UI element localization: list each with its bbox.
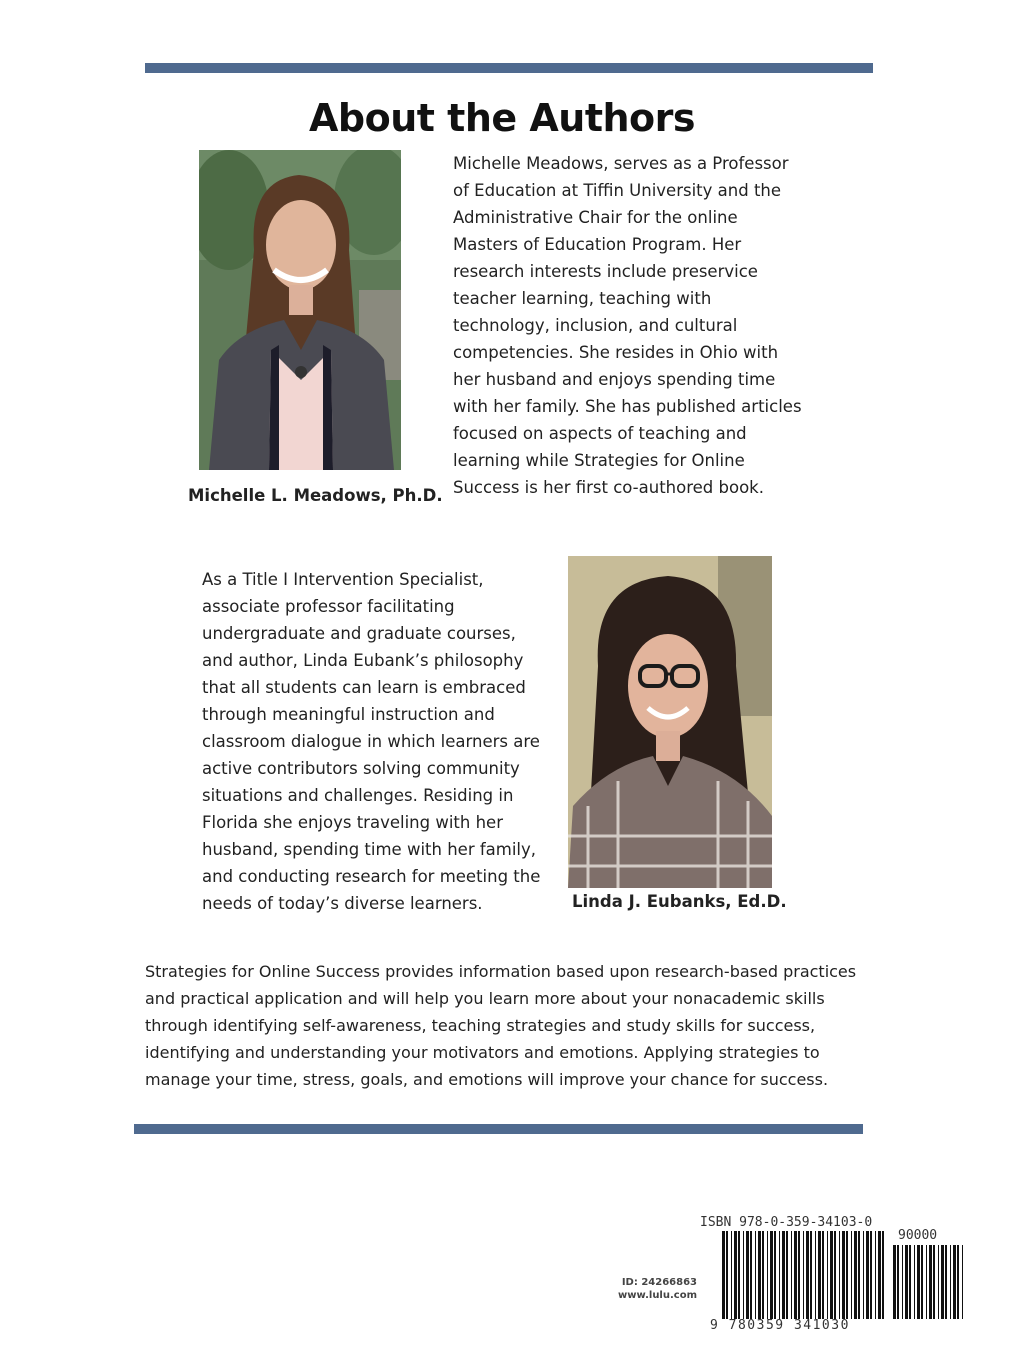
bio-line: Masters of Education Program. Her <box>453 235 742 254</box>
barcode-bar <box>750 1231 752 1319</box>
bio-line: competencies. She resides in Ohio with <box>453 343 779 362</box>
summary-line: through identifying self-awareness, teaching strategies and study skills for success, <box>145 1016 816 1035</box>
barcode-bar <box>938 1245 939 1319</box>
barcode-bar <box>738 1231 740 1319</box>
bio-line: focused on aspects of teaching and <box>453 424 747 443</box>
barcode-bar <box>827 1231 828 1319</box>
barcode-bar <box>815 1231 816 1319</box>
barcode-bar <box>953 1245 956 1319</box>
author-bio-meadows <box>453 150 802 501</box>
barcode-bar <box>863 1231 864 1319</box>
barcode-bar <box>806 1231 809 1319</box>
bio-line: situations and challenges. Residing in <box>202 786 514 805</box>
barcode-bar <box>722 1231 725 1319</box>
barcode-bar <box>962 1245 963 1319</box>
barcode-bar <box>758 1231 761 1319</box>
bio-line: learning while Strategies for Online <box>453 451 745 470</box>
barcode-bar <box>798 1231 800 1319</box>
barcode-bar <box>842 1231 845 1319</box>
barcode-addon <box>893 1245 965 1319</box>
book-summary <box>145 958 856 1093</box>
bio-line: and author, Linda Eubank’s philosophy <box>202 651 524 670</box>
bio-line: needs of today’s diverse learners. <box>202 894 483 913</box>
barcode-bar <box>770 1231 773 1319</box>
barcode-bar <box>902 1245 903 1319</box>
bio-line: undergraduate and graduate courses, <box>202 624 516 643</box>
page-title: About the Authors <box>308 96 696 140</box>
barcode-bar <box>870 1231 872 1319</box>
barcode-bar <box>897 1245 899 1319</box>
bio-line: with her family. She has published articles <box>453 397 802 416</box>
barcode-bar <box>779 1231 780 1319</box>
barcode-bar <box>803 1231 804 1319</box>
summary-line: and practical application and will help you learn more about your nonacademic skills <box>145 989 825 1008</box>
barcode-bar <box>755 1231 756 1319</box>
price-code: 90000 <box>898 1228 938 1243</box>
barcode-bar <box>839 1231 840 1319</box>
barcode-bar <box>957 1245 959 1319</box>
isbn-label: ISBN 978-0-359-34103-0 <box>700 1215 873 1230</box>
barcode-bar <box>926 1245 927 1319</box>
barcode-bar <box>834 1231 836 1319</box>
bio-line: that all students can learn is embraced <box>202 678 526 697</box>
bio-line: associate professor facilitating <box>202 597 455 616</box>
bio-line: research interests include preservice <box>453 262 758 281</box>
barcode-bar <box>746 1231 749 1319</box>
barcode-bar <box>854 1231 857 1319</box>
barcode-bar <box>767 1231 768 1319</box>
barcode-bar <box>810 1231 812 1319</box>
barcode-bar <box>743 1231 744 1319</box>
bio-line: active contributors solving community <box>202 759 520 778</box>
barcode-bar <box>830 1231 833 1319</box>
barcode-bar <box>822 1231 824 1319</box>
barcode-bar <box>858 1231 860 1319</box>
author-bio-eubanks <box>202 566 540 917</box>
bio-line: husband, spending time with her family, <box>202 840 537 859</box>
bio-line: Administrative Chair for the online <box>453 208 738 227</box>
top-divider <box>145 63 873 73</box>
barcode-bar <box>917 1245 920 1319</box>
bio-line: Michelle Meadows, serves as a Professor <box>453 154 789 173</box>
publisher-url: www.lulu.com <box>618 1290 697 1301</box>
barcode-bar <box>929 1245 932 1319</box>
summary-line: identifying and understanding your motivators and emotions. Applying strategies to <box>145 1043 820 1062</box>
barcode-bar <box>731 1231 732 1319</box>
barcode-bar <box>818 1231 821 1319</box>
bottom-divider <box>134 1124 863 1134</box>
barcode-bar <box>941 1245 944 1319</box>
barcode-bar <box>851 1231 852 1319</box>
barcode-bar <box>905 1245 908 1319</box>
barcode-bar <box>774 1231 776 1319</box>
barcode-bar <box>782 1231 785 1319</box>
barcode-bar <box>914 1245 915 1319</box>
barcode-bar <box>909 1245 911 1319</box>
barcode-bar <box>921 1245 923 1319</box>
barcode-bar <box>866 1231 869 1319</box>
publisher-id: ID: 24266863 <box>621 1277 697 1288</box>
barcode-digits: 9 780359 341030 <box>710 1318 850 1333</box>
barcode-bar <box>875 1231 876 1319</box>
bio-line: her husband and enjoys spending time <box>453 370 776 389</box>
barcode-bar <box>762 1231 764 1319</box>
bio-line: Florida she enjoys traveling with her <box>202 813 503 832</box>
bio-line: and conducting research for meeting the <box>202 867 541 886</box>
author-photo-eubanks <box>568 556 772 888</box>
barcode-bar <box>893 1245 896 1319</box>
bio-line: teacher learning, teaching with <box>453 289 712 308</box>
barcode-bar <box>791 1231 792 1319</box>
barcode-bar <box>878 1231 881 1319</box>
summary-line: Strategies for Online Success provides information based upon research-based practices <box>145 962 857 981</box>
barcode-bar <box>950 1245 951 1319</box>
barcode-bar <box>933 1245 935 1319</box>
bio-line: classroom dialogue in which learners are <box>202 732 540 751</box>
author-caption-meadows: Michelle L. Meadows, Ph.D. <box>188 486 443 505</box>
bio-line: technology, inclusion, and cultural <box>453 316 738 335</box>
bio-line: As a Title I Intervention Specialist, <box>202 570 484 589</box>
barcode-bar <box>846 1231 848 1319</box>
barcode-bar <box>794 1231 797 1319</box>
barcode-bar <box>882 1231 884 1319</box>
bio-line: Success is her first co-authored book. <box>453 478 764 497</box>
barcode-bar <box>726 1231 728 1319</box>
author-photo-meadows <box>199 150 401 470</box>
bio-line: through meaningful instruction and <box>202 705 495 724</box>
bio-line: of Education at Tiffin University and the <box>453 181 782 200</box>
barcode-bar <box>734 1231 737 1319</box>
barcode-bar <box>945 1245 947 1319</box>
barcode-bar <box>786 1231 788 1319</box>
summary-line: manage your time, stress, goals, and emotions will improve your chance for success. <box>145 1070 829 1089</box>
author-caption-eubanks: Linda J. Eubanks, Ed.D. <box>572 892 787 911</box>
barcode <box>722 1231 887 1319</box>
